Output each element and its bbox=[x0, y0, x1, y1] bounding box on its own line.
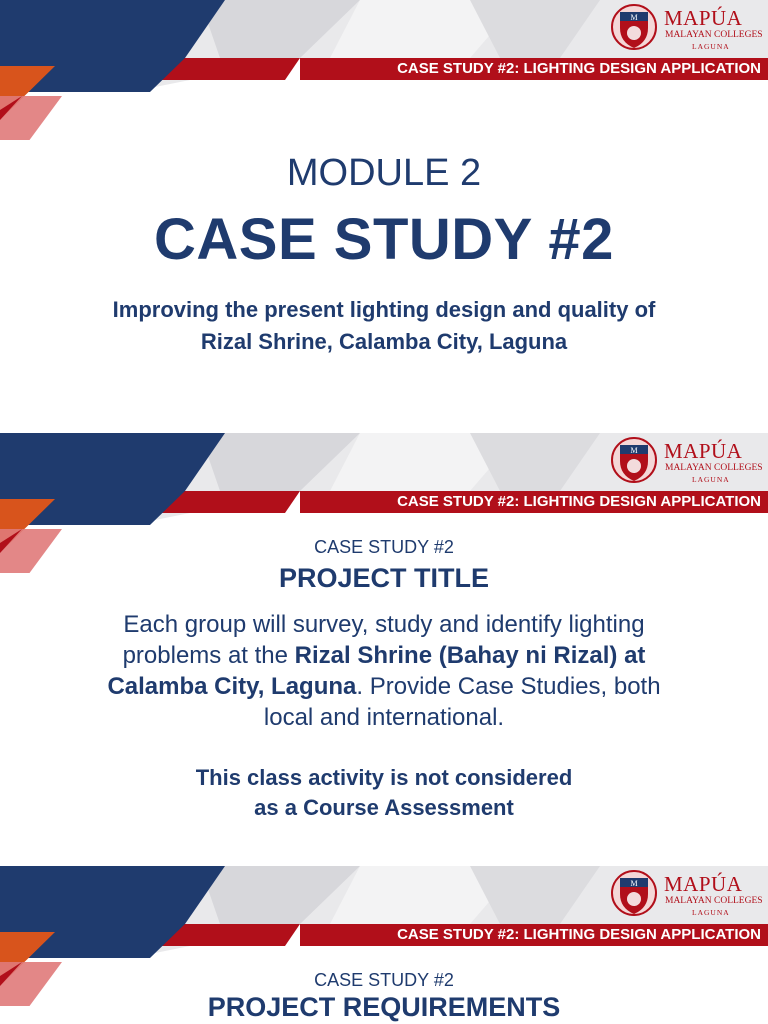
svg-text:M: M bbox=[630, 446, 638, 455]
svg-text:M: M bbox=[630, 879, 638, 888]
mapua-logo bbox=[608, 868, 763, 920]
crest-icon bbox=[610, 868, 658, 918]
logo-subtitle: MALAYAN COLLEGES bbox=[665, 463, 763, 473]
module-label: MODULE 2 bbox=[286, 152, 482, 194]
description-emphasis: Rizal Shrine (Bahay ni Rizal) at bbox=[294, 642, 646, 669]
slide-heading: PROJECT REQUIREMENTS bbox=[207, 992, 561, 1022]
slide-title: CASE STUDY #2 bbox=[154, 207, 614, 272]
banner-title: CASE STUDY #2: LIGHTING DESIGN APPLICATION bbox=[397, 926, 761, 943]
case-study-kicker: CASE STUDY #2 bbox=[314, 970, 454, 990]
description-line-4: local and international. bbox=[263, 704, 505, 731]
mapua-logo bbox=[608, 435, 763, 487]
mapua-logo bbox=[608, 2, 763, 54]
logo-campus: LAGUNA bbox=[692, 42, 730, 51]
notice-line-1: This class activity is not considered bbox=[195, 765, 573, 790]
notice-line-2: as a Course Assessment bbox=[254, 795, 514, 820]
logo-name: MAPÚA bbox=[664, 439, 743, 463]
project-description bbox=[0, 609, 768, 733]
banner-title: CASE STUDY #2: LIGHTING DESIGN APPLICATION bbox=[397, 60, 761, 77]
logo-campus: LAGUNA bbox=[692, 475, 730, 484]
logo-name: MAPÚA bbox=[664, 872, 743, 896]
case-study-kicker: CASE STUDY #2 bbox=[314, 537, 454, 557]
crest-icon bbox=[610, 435, 658, 485]
subtitle-line-1: Improving the present lighting design and quality of bbox=[112, 297, 656, 322]
description-text: . Provide Case Studies, both bbox=[356, 673, 661, 700]
logo-subtitle: MALAYAN COLLEGES bbox=[665, 30, 763, 40]
description-line-3 bbox=[0, 671, 768, 702]
slide-1 bbox=[0, 0, 768, 433]
banner-title: CASE STUDY #2: LIGHTING DESIGN APPLICATION bbox=[397, 493, 761, 510]
assessment-notice bbox=[0, 763, 768, 823]
description-text: problems at the bbox=[122, 642, 295, 669]
svg-text:M: M bbox=[630, 13, 638, 22]
logo-campus: LAGUNA bbox=[692, 908, 730, 917]
description-line-2 bbox=[0, 640, 768, 671]
crest-icon bbox=[610, 2, 658, 52]
logo-name: MAPÚA bbox=[664, 6, 743, 30]
slide-3 bbox=[0, 866, 768, 1024]
subtitle-line-2: Rizal Shrine, Calamba City, Laguna bbox=[200, 329, 568, 354]
slide-subtitle bbox=[0, 294, 768, 358]
logo-subtitle: MALAYAN COLLEGES bbox=[665, 896, 763, 906]
slide-2 bbox=[0, 433, 768, 866]
description-line-1: Each group will survey, study and identify lighting bbox=[123, 611, 645, 638]
slide-heading: PROJECT TITLE bbox=[278, 563, 489, 593]
description-emphasis: Calamba City, Laguna bbox=[107, 673, 357, 700]
